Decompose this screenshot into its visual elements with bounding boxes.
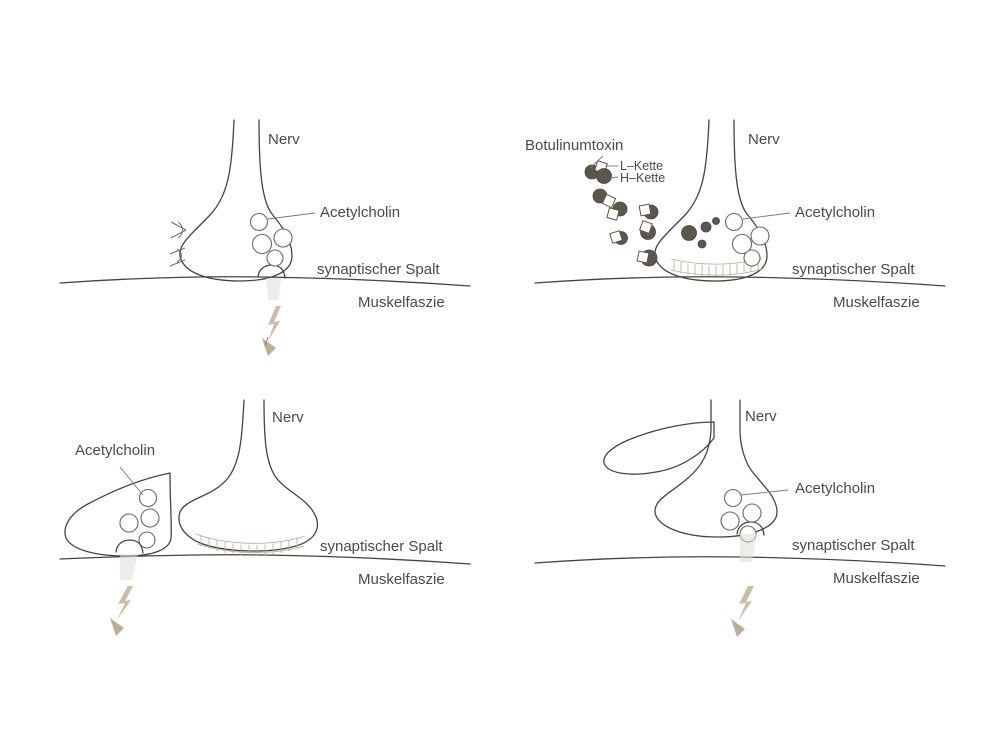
nerve-impulse-arc-1 <box>178 222 183 238</box>
acetylcholine-vesicle <box>139 532 155 548</box>
toxin-l-chain <box>639 204 651 216</box>
panel-2-h-chain-label: H–Kette <box>620 171 666 185</box>
panel-2-muscle-fascia-label: Muskelfaszie <box>833 294 920 311</box>
impulse-arrow-3 <box>110 618 124 636</box>
synaptic-gap-shade-3 <box>120 554 138 580</box>
panel-4-muscle-fascia-label: Muskelfaszie <box>833 570 920 587</box>
panel-1-synaptic-cleft-label: synaptischer Spalt <box>317 261 440 278</box>
release-site-1 <box>258 265 285 278</box>
acetylcholine-vesicle <box>120 514 138 532</box>
acetylcholine-leader-4 <box>741 490 788 495</box>
panel-4-acetylcholine-label: Acetylcholin <box>795 480 876 497</box>
acetylcholine-leader-2 <box>743 213 790 219</box>
impulse-arrow-1 <box>262 338 276 356</box>
impulse-arrow-4 <box>731 619 745 637</box>
panel-2-l-chain-label: L–Kette <box>620 159 664 173</box>
panel-1-graphics <box>60 120 470 356</box>
panel-1-muscle-fascia-label: Muskelfaszie <box>358 294 445 311</box>
toxin-l-chain <box>637 251 649 263</box>
toxin-h-chain <box>713 218 720 225</box>
panel-3-acetylcholine-label: Acetylcholin <box>75 442 156 459</box>
acetylcholine-vesicle <box>253 235 272 254</box>
toxin-h-chain <box>698 240 706 248</box>
acetylcholine-vesicle <box>251 214 268 231</box>
toxin-h-chain <box>597 169 612 184</box>
acetylcholine-vesicle <box>267 250 283 266</box>
acetylcholine-vesicle <box>743 504 761 522</box>
acetylcholine-vesicle <box>751 227 769 245</box>
panel-4-synaptic-cleft-label: synaptischer Spalt <box>792 537 915 554</box>
panel-3-synaptic-cleft-label: synaptischer Spalt <box>320 538 443 555</box>
impulse-bolt-1 <box>268 306 281 341</box>
acetylcholine-vesicle <box>721 512 739 530</box>
impulse-bolt-3 <box>117 586 133 620</box>
panel-2-nerve-label: Nerv <box>748 131 780 148</box>
panel-2-synaptic-cleft-label: synaptischer Spalt <box>792 261 915 278</box>
acetylcholine-vesicle <box>141 509 159 527</box>
impulse-bolt-4 <box>738 586 754 621</box>
detached-vesicle-membrane-4 <box>604 422 714 474</box>
acetylcholine-leader-1 <box>268 213 315 219</box>
acetylcholine-vesicle <box>744 250 760 266</box>
toxin-h-chain <box>701 222 711 232</box>
panel-4-nerve-label: Nerv <box>745 408 777 425</box>
acetylcholine-vesicle <box>726 214 743 231</box>
receptor-hatching-3 <box>201 535 297 556</box>
panel-1-acetylcholine-label: Acetylcholin <box>320 204 401 221</box>
panel-3-nerve-label: Nerv <box>272 409 304 426</box>
panel-1-nerve-label: Nerv <box>268 131 300 148</box>
panel-3-muscle-fascia-label: Muskelfaszie <box>358 571 445 588</box>
synaptic-gap-shade-1 <box>266 278 281 300</box>
panel-4-graphics <box>535 400 945 637</box>
panel-2-acetylcholine-label: Acetylcholin <box>795 204 876 221</box>
receptor-band-2b <box>671 269 762 275</box>
toxin-l-chain <box>607 208 619 220</box>
acetylcholine-vesicle <box>725 490 742 507</box>
acetylcholine-vesicle <box>274 229 292 247</box>
toxin-h-chain <box>682 226 697 241</box>
acetylcholine-vesicle <box>140 490 157 507</box>
panel-3-graphics <box>60 400 470 636</box>
panel-2-botulinumtoxin-label: Botulinumtoxin <box>525 137 624 154</box>
